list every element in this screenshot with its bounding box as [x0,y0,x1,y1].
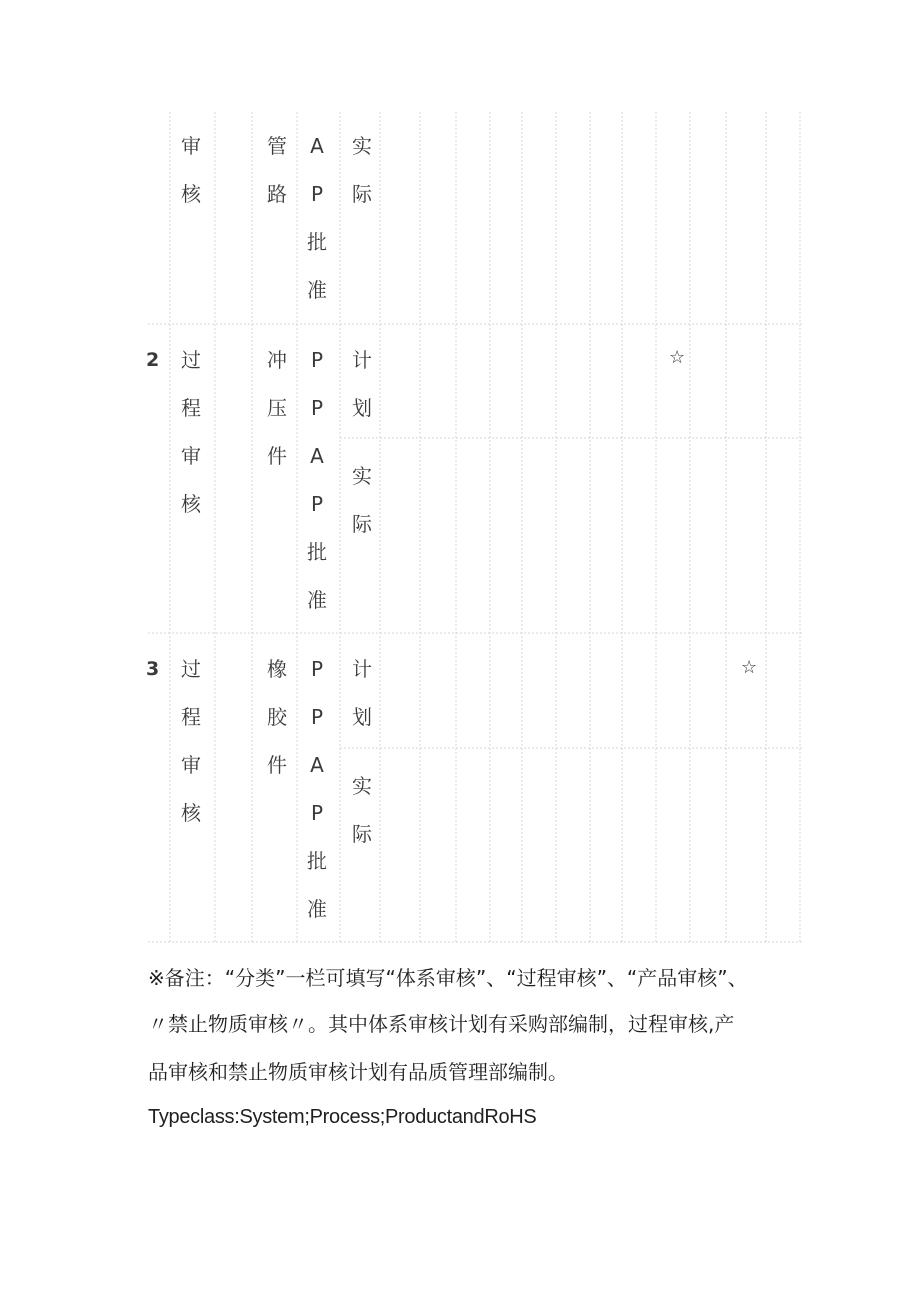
type-cell: A P 批 准 [307,134,327,302]
row-number: 2 [146,349,160,371]
type-cell: P P A P 批 准 [307,657,327,921]
row-number: 3 [146,658,160,680]
category-cell: 过 程 审 核 [181,348,201,516]
note-line-3: 品审核和禁止物质审核计划有品质管理部编制。 [148,1060,568,1084]
plan-label: 计 划 [352,657,372,729]
actual-label: 实 际 [352,464,372,536]
item-cell: 冲 压 件 [267,348,287,468]
item-cell: 橡 胶 件 [267,657,287,777]
actual-label: 实 际 [352,134,372,206]
note-line-2: 〃禁止物质审核〃。其中体系审核计划有采购部编制，过程审核,产 [148,1012,735,1036]
note-line-1: ※备注：“分类”一栏可填写“体系审核”、“过程审核”、“产品审核”、 [148,966,748,990]
typeclass-text: Typeclass:System;Process;ProductandRoHS [148,1106,537,1128]
category-cell: 过 程 审 核 [181,657,201,825]
item-cell: 管 路 [267,134,287,206]
plan-label: 计 划 [352,348,372,420]
star-icon: ☆ [669,347,686,368]
actual-label: 实 际 [352,774,372,846]
star-icon: ☆ [741,657,758,678]
type-cell: P P A P 批 准 [307,348,327,612]
category-cell: 审 核 [181,134,201,206]
